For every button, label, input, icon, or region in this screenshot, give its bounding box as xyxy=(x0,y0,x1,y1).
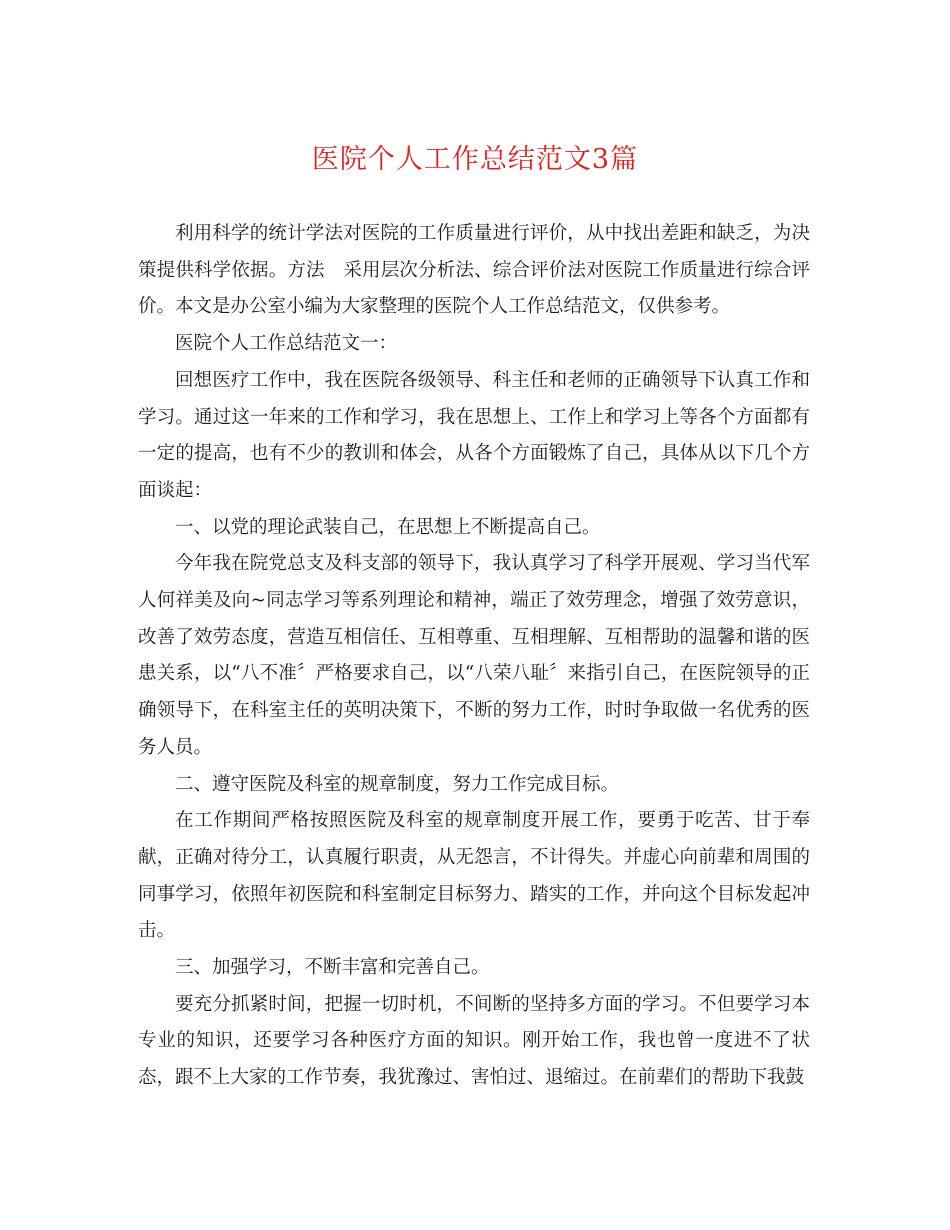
paragraph-review: 回想医疗工作中，我在医院各级领导、科主任和老师的正确领导下认真工作和学习。通过这一年来的工作和学习，我在思想上、工作上和学习上等各个方面都有一定的提高，也有不少的教训和体会，从各个方面锻炼了自己，具体从以下几个方面谈起： xyxy=(138,369,810,501)
section-heading-one: 一、以党的理论武装自己，在思想上不断提高自己。 xyxy=(175,516,601,538)
section-heading-two: 二、遵守医院及科室的规章制度，努力工作完成目标。 xyxy=(175,773,620,795)
paragraph-learning: 要充分抓紧时间，把握一切时机，不间断的坚持多方面的学习。不但要学习本专业的知识，还要学习各种医疗方面的知识。刚开始工作，我也曾一度进不了状态，跟不上大家的工作节奏，我犹豫过、害怕过、退缩过。在前辈们的帮助下我鼓 xyxy=(138,993,810,1089)
paragraph-rules: 在工作期间严格按照医院及科室的规章制度开展工作，要勇于吃苦、甘于奉献，正确对待分工，认真履行职责，从无怨言，不计得失。并虚心向前辈和周围的同事学习，依照年初医院和科室制定目标努力、踏实的工作，并向这个目标发起冲击。 xyxy=(138,810,810,942)
section-heading-three: 三、加强学习，不断丰富和完善自己。 xyxy=(175,957,490,979)
paragraph-party-study: 今年我在院党总支及科支部的领导下，我认真学习了科学开展观、学习当代军人何祥美及向~同志学习等系列理论和精神，端正了效劳理念，增强了效劳意识，改善了效劳态度，营造互相信任、互相尊重、互相理解、互相帮助的温馨和谐的医患关系，以“八不准〞严格要求自己，以“八荣八耻〞来指引自己，在医院领导的正确领导下，在科室主任的英明决策下，不断的努力工作，时时争取做一名优秀的医务人员。 xyxy=(138,553,810,758)
document-title: 医院个人工作总结范文3篇 xyxy=(311,144,639,175)
section-heading-sample-one: 医院个人工作总结范文一： xyxy=(175,333,398,355)
document-body xyxy=(138,216,810,1097)
paragraph-intro: 利用科学的统计学法对医院的工作质量进行评价，从中找出差距和缺乏，为决策提供科学依据。方法 采用层次分析法、综合评价法对医院工作质量进行综合评价。本文是办公室小编为大家整理的医院个人工作总结范文，仅供参考。 xyxy=(138,223,810,318)
